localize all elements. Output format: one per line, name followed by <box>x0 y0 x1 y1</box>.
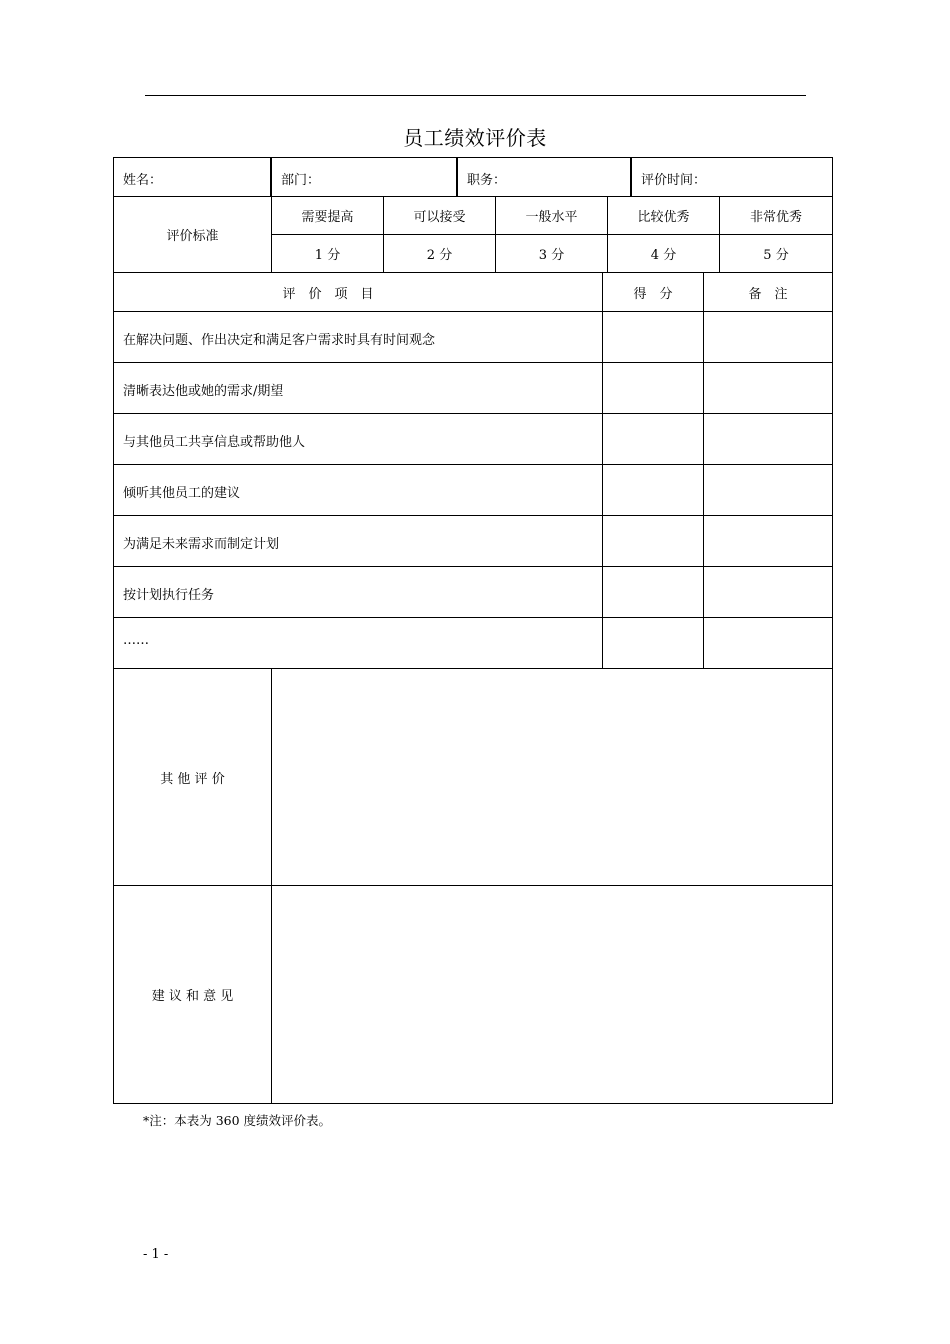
score-header-cell <box>602 272 704 312</box>
remark-input-cell[interactable] <box>703 617 833 669</box>
remark-input-cell[interactable] <box>703 515 833 567</box>
eval-time-field-cell[interactable] <box>631 157 833 197</box>
footnote: *注：本表为 360 度绩效评价表。 <box>143 1113 332 1128</box>
criteria-label: 评价标准 <box>166 229 219 244</box>
other-eval-input[interactable] <box>271 668 833 886</box>
header-rule <box>145 95 806 96</box>
page-number: - 1 - <box>143 1247 169 1262</box>
table-row <box>113 362 603 414</box>
item-header: 评 价 项 目 <box>282 286 374 302</box>
other-eval-label-cell <box>113 668 272 886</box>
position-field-cell[interactable] <box>457 157 631 197</box>
level-cell <box>383 196 496 235</box>
item-label: 与其他员工共享信息或帮助他人 <box>123 435 306 450</box>
remark-header: 备 注 <box>748 286 788 302</box>
level-cell <box>607 196 720 235</box>
table-row <box>113 413 603 465</box>
item-label: 按计划执行任务 <box>123 588 215 603</box>
score-input-cell[interactable] <box>602 413 704 465</box>
item-label: 为满足未来需求而制定计划 <box>123 537 280 552</box>
position-label: 职务： <box>467 173 507 188</box>
score-level-cell <box>383 234 496 273</box>
department-label: 部门： <box>281 173 321 188</box>
remark-input-cell[interactable] <box>703 464 833 516</box>
score-header: 得 分 <box>633 286 673 302</box>
remark-input-cell[interactable] <box>703 311 833 363</box>
item-label: 在解决问题、作出决定和满足客户需求时具有时间观念 <box>123 333 436 348</box>
table-row <box>113 464 603 516</box>
item-label: …… <box>123 633 149 648</box>
score-input-cell[interactable] <box>602 311 704 363</box>
score-level-cell <box>271 234 384 273</box>
table-row <box>113 311 603 363</box>
score-level-label: 3 分 <box>538 248 565 263</box>
table-row <box>113 566 603 618</box>
evaluation-table <box>114 158 833 1105</box>
score-level-cell <box>495 234 608 273</box>
score-level-cell <box>719 234 833 273</box>
remark-header-cell <box>703 272 833 312</box>
score-input-cell[interactable] <box>602 362 704 414</box>
score-input-cell[interactable] <box>602 464 704 516</box>
level-cell <box>495 196 608 235</box>
document-title: 员工绩效评价表 <box>403 126 547 150</box>
eval-time-label: 评价时间： <box>641 173 707 188</box>
suggestion-label: 建 议 和 意 见 <box>151 989 234 1004</box>
score-input-cell[interactable] <box>602 617 704 669</box>
level-label: 非常优秀 <box>749 210 802 225</box>
criteria-label-cell <box>113 196 272 273</box>
score-level-label: 5 分 <box>763 248 789 263</box>
level-cell <box>271 196 384 235</box>
score-level-cell <box>607 234 720 273</box>
item-label: 倾听其他员工的建议 <box>123 486 241 501</box>
level-label: 比较优秀 <box>637 210 690 225</box>
level-label: 需要提高 <box>301 210 354 225</box>
remark-input-cell[interactable] <box>703 362 833 414</box>
remark-input-cell[interactable] <box>703 413 833 465</box>
department-field-cell[interactable] <box>271 157 457 197</box>
item-label: 清晰表达他或她的需求/期望 <box>123 384 284 399</box>
suggestion-label-cell <box>113 885 272 1104</box>
suggestion-input[interactable] <box>271 885 833 1104</box>
score-input-cell[interactable] <box>602 566 704 618</box>
level-label: 一般水平 <box>525 210 578 225</box>
level-label: 可以接受 <box>413 210 466 225</box>
level-cell <box>719 196 833 235</box>
name-label: 姓名： <box>123 173 163 188</box>
other-eval-label: 其 他 评 价 <box>160 771 225 787</box>
table-row <box>113 617 603 669</box>
score-level-label: 4 分 <box>650 248 677 263</box>
score-level-label: 2 分 <box>426 248 453 263</box>
score-input-cell[interactable] <box>602 515 704 567</box>
score-level-label: 1 分 <box>314 248 341 263</box>
table-row <box>113 515 603 567</box>
remark-input-cell[interactable] <box>703 566 833 618</box>
item-header-cell <box>113 272 603 312</box>
name-field-cell[interactable] <box>113 157 271 197</box>
